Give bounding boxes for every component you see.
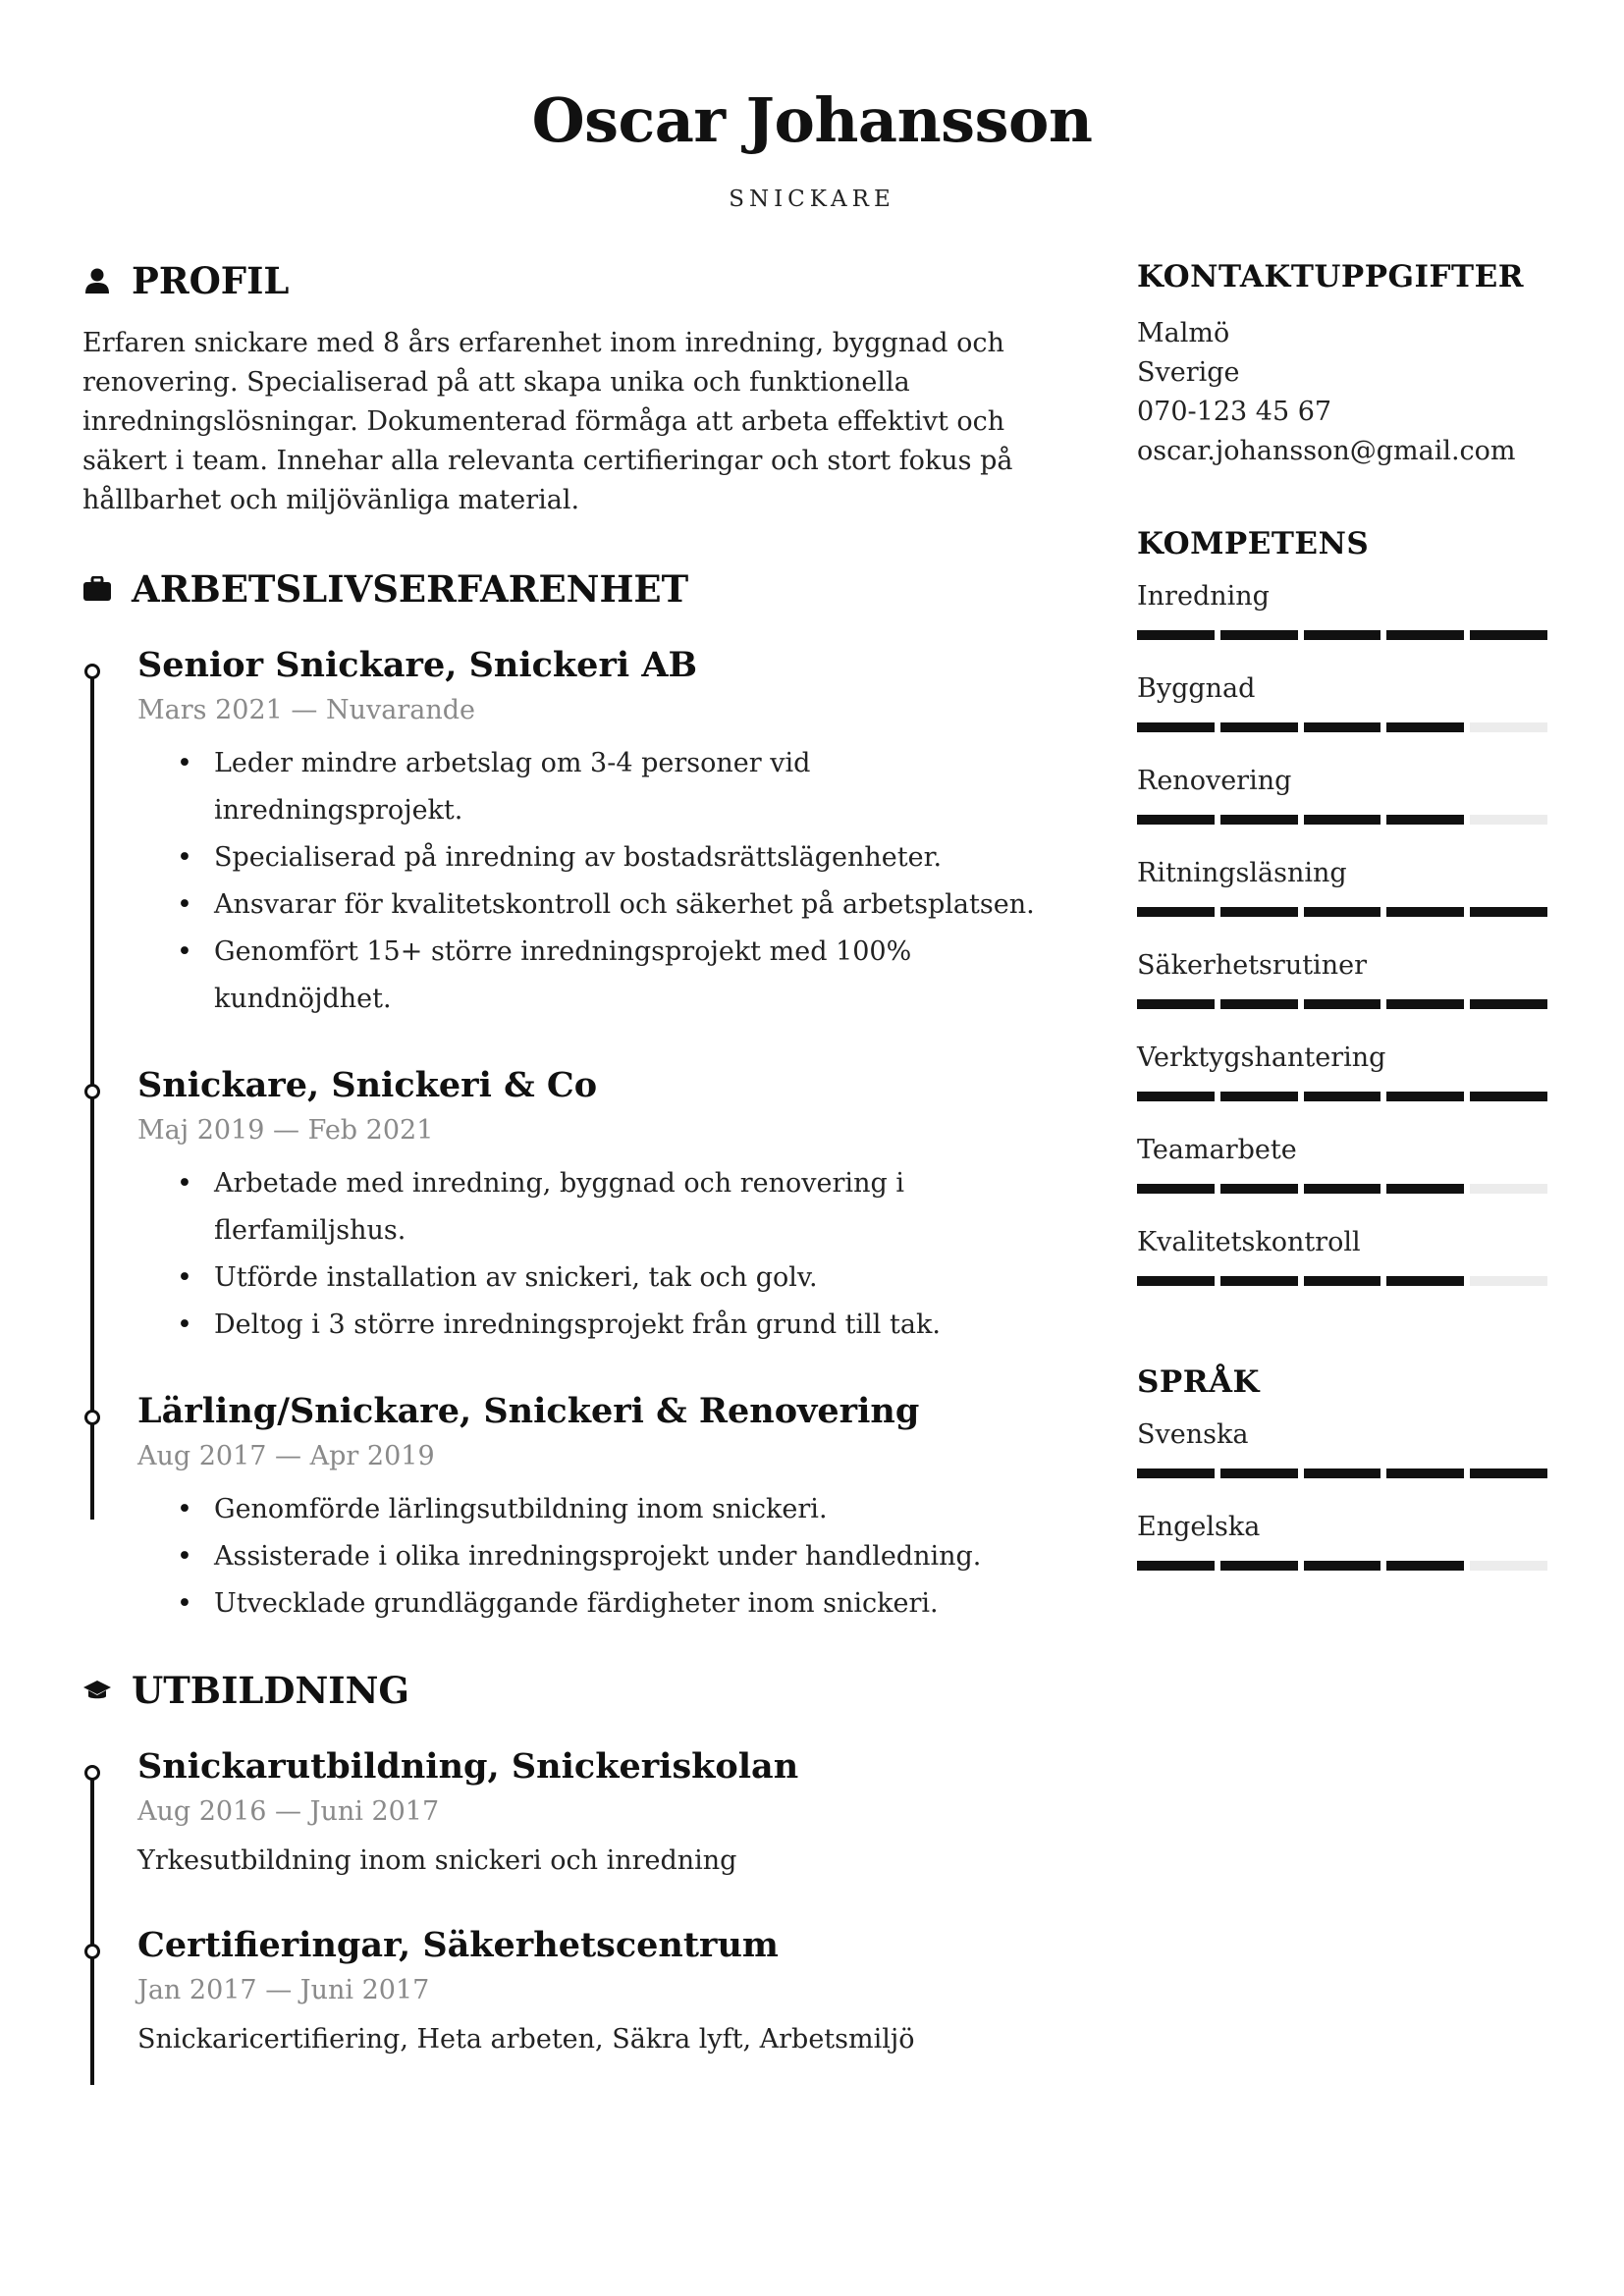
level-segment-filled — [1220, 1276, 1298, 1286]
bullet-item: • Genomförde lärlingsutbildning inom snickeri. — [137, 1486, 1064, 1533]
level-segment-filled — [1137, 999, 1215, 1009]
skill-item — [1137, 1223, 1547, 1286]
level-segment-filled — [1137, 630, 1215, 640]
language-level-bar — [1137, 1468, 1547, 1478]
education-entry — [82, 1922, 1064, 2059]
bullet-item: • Utvecklade grundläggande färdigheter inom snickeri. — [137, 1580, 1064, 1628]
level-segment-filled — [1386, 907, 1464, 917]
level-segment-filled — [1304, 1184, 1381, 1194]
education-date: Aug 2016 — Juni 2017 — [137, 1796, 440, 1827]
level-segment-filled — [1220, 999, 1298, 1009]
education-heading-text: UTBILDNING — [132, 1669, 410, 1712]
job-date: Aug 2017 — Apr 2019 — [137, 1441, 435, 1471]
skill-label: Verktygshantering — [1137, 1042, 1386, 1073]
education-desc: Snickaricertifiering, Heta arbeten, Säkra lyft, Arbetsmiljö — [137, 2024, 915, 2055]
level-segment-filled — [1220, 1092, 1298, 1101]
job-date: Maj 2019 — Feb 2021 — [137, 1115, 434, 1146]
level-segment-filled — [1137, 1468, 1215, 1478]
level-segment-filled — [1386, 1561, 1464, 1571]
skill-item — [1137, 577, 1547, 640]
level-segment-filled — [1470, 999, 1547, 1009]
skill-item — [1137, 854, 1547, 917]
job-date: Mars 2021 — Nuvarande — [137, 695, 475, 725]
briefcase-icon — [82, 574, 112, 604]
language-item — [1137, 1508, 1547, 1571]
level-segment-filled — [1220, 1468, 1298, 1478]
level-segment-filled — [1304, 907, 1381, 917]
profile-heading-text: PROFIL — [132, 259, 290, 302]
job-title: SNICKARE — [729, 187, 895, 212]
skill-label: Teamarbete — [1137, 1135, 1297, 1165]
level-segment-filled — [1220, 907, 1298, 917]
timeline-dot — [84, 1765, 100, 1781]
skill-item — [1137, 946, 1547, 1009]
level-segment-filled — [1304, 1276, 1381, 1286]
timeline-dot — [84, 1084, 100, 1099]
bullet-item: • Deltog i 3 större inredningsprojekt från grund till tak. — [137, 1302, 1064, 1349]
level-segment-filled — [1386, 1092, 1464, 1101]
main-column — [82, 257, 1064, 2059]
level-segment-filled — [1137, 1092, 1215, 1101]
bullet-item: • Specialiserad på inredning av bostadsrättslägenheter. — [137, 834, 1064, 881]
resume-header — [0, 84, 1624, 212]
level-segment-filled — [1137, 1276, 1215, 1286]
bullet-item: • Genomfört 15+ större inredningsprojekt med 100% kundnöjdhet. — [137, 929, 1064, 1023]
language-item — [1137, 1415, 1547, 1478]
skill-label: Byggnad — [1137, 673, 1256, 704]
experience-heading — [82, 565, 1064, 613]
bullet-item: • Utförde installation av snickeri, tak och golv. — [137, 1255, 1064, 1302]
level-segment-filled — [1386, 1276, 1464, 1286]
graduation-cap-icon — [82, 1676, 112, 1705]
job-bullets — [137, 740, 1064, 1023]
job-entry — [82, 642, 1064, 1023]
skill-item — [1137, 1039, 1547, 1101]
language-level-bar — [1137, 1561, 1547, 1571]
language-label: Engelska — [1137, 1512, 1261, 1542]
skill-level-bar — [1137, 630, 1547, 640]
level-segment-filled — [1137, 907, 1215, 917]
level-segment-empty — [1470, 1561, 1547, 1571]
skill-label: Renovering — [1137, 766, 1292, 796]
level-segment-filled — [1220, 630, 1298, 640]
level-segment-filled — [1220, 1184, 1298, 1194]
level-segment-filled — [1220, 1561, 1298, 1571]
education-title: Snickarutbildning, Snickeriskolan — [137, 1746, 799, 1787]
job-title: Snickare, Snickeri & Co — [137, 1065, 598, 1105]
contact-city: Malmö — [1137, 318, 1230, 348]
skill-level-bar — [1137, 999, 1547, 1009]
timeline-dot — [84, 664, 100, 679]
level-segment-filled — [1304, 722, 1381, 732]
profile-heading — [82, 257, 1064, 304]
profile-text: Erfaren snickare med 8 års erfarenhet inom inredning, byggnad och renovering. Specialiserad på att skapa unika och funktionella inredningslösningar. Dokumenterad förmåga att arbeta effektivt och säkert i team. Innehar alla relevanta certifieringar och stort fokus på hållbarhet och miljövänliga material. — [82, 328, 1013, 515]
level-segment-filled — [1304, 630, 1381, 640]
side-column — [1137, 257, 1547, 1571]
bullet-item: • Arbetade med inredning, byggnad och renovering i flerfamiljshus. — [137, 1160, 1064, 1255]
bullet-item: • Leder mindre arbetslag om 3-4 personer vid inredningsprojekt. — [137, 740, 1064, 834]
level-segment-empty — [1470, 1276, 1547, 1286]
skill-label: Ritningsläsning — [1137, 858, 1347, 888]
skill-item — [1137, 762, 1547, 825]
skill-label: Inredning — [1137, 581, 1270, 612]
job-title: Lärling/Snickare, Snickeri & Renovering — [137, 1391, 920, 1431]
level-segment-filled — [1137, 1184, 1215, 1194]
job-bullets — [137, 1160, 1064, 1349]
job-bullets — [137, 1486, 1064, 1628]
education-desc: Yrkesutbildning inom snickeri och inredning — [137, 1845, 737, 1876]
education-entry — [82, 1743, 1064, 1881]
skill-level-bar — [1137, 722, 1547, 732]
level-segment-filled — [1386, 630, 1464, 640]
bullet-item: • Assisterade i olika inredningsprojekt under handledning. — [137, 1533, 1064, 1580]
skill-level-bar — [1137, 1276, 1547, 1286]
level-segment-filled — [1386, 722, 1464, 732]
languages-list — [1137, 1415, 1547, 1571]
skill-level-bar — [1137, 815, 1547, 825]
skill-item — [1137, 1131, 1547, 1194]
skills-section — [1137, 524, 1547, 1286]
level-segment-filled — [1304, 999, 1381, 1009]
education-section — [82, 1667, 1064, 2059]
profile-section — [82, 257, 1064, 520]
job-entry — [82, 1062, 1064, 1349]
level-segment-filled — [1386, 999, 1464, 1009]
contact-country: Sverige — [1137, 357, 1240, 388]
level-segment-filled — [1137, 815, 1215, 825]
level-segment-filled — [1470, 1092, 1547, 1101]
level-segment-empty — [1470, 815, 1547, 825]
level-segment-filled — [1137, 722, 1215, 732]
language-label: Svenska — [1137, 1419, 1249, 1450]
level-segment-filled — [1220, 815, 1298, 825]
level-segment-filled — [1220, 722, 1298, 732]
level-segment-filled — [1386, 1468, 1464, 1478]
skill-label: Kvalitetskontroll — [1137, 1227, 1361, 1257]
contact-section — [1137, 257, 1547, 471]
education-heading — [82, 1667, 1064, 1714]
education-title: Certifieringar, Säkerhetscentrum — [137, 1925, 779, 1965]
skill-level-bar — [1137, 907, 1547, 917]
experience-section — [82, 565, 1064, 1628]
level-segment-filled — [1137, 1561, 1215, 1571]
skills-heading: KOMPETENS — [1137, 526, 1370, 561]
contact-email: oscar.johansson@gmail.com — [1137, 436, 1516, 466]
skills-list — [1137, 577, 1547, 1286]
level-segment-filled — [1470, 1468, 1547, 1478]
timeline-dot — [84, 1944, 100, 1959]
languages-section — [1137, 1362, 1547, 1571]
level-segment-filled — [1304, 1468, 1381, 1478]
level-segment-empty — [1470, 722, 1547, 732]
education-date: Jan 2017 — Juni 2017 — [137, 1975, 430, 2005]
level-segment-filled — [1386, 1184, 1464, 1194]
languages-heading: SPRÅK — [1137, 1364, 1260, 1400]
level-segment-filled — [1304, 1092, 1381, 1101]
education-timeline — [82, 1743, 1064, 2059]
skill-label: Säkerhetsrutiner — [1137, 950, 1367, 981]
level-segment-empty — [1470, 1184, 1547, 1194]
bullet-item: • Ansvarar för kvalitetskontroll och säkerhet på arbetsplatsen. — [137, 881, 1064, 929]
skill-level-bar — [1137, 1092, 1547, 1101]
experience-heading-text: ARBETSLIVSERFARENHET — [132, 567, 689, 611]
skill-item — [1137, 669, 1547, 732]
level-segment-filled — [1470, 907, 1547, 917]
level-segment-filled — [1386, 815, 1464, 825]
level-segment-filled — [1304, 1561, 1381, 1571]
person-icon — [82, 266, 112, 295]
timeline-dot — [84, 1410, 100, 1425]
person-name: Oscar Johansson — [531, 84, 1093, 156]
level-segment-filled — [1470, 630, 1547, 640]
experience-timeline — [82, 642, 1064, 1628]
skill-level-bar — [1137, 1184, 1547, 1194]
contact-phone: 070-123 45 67 — [1137, 397, 1332, 427]
contact-heading: KONTAKTUPPGIFTER — [1137, 259, 1524, 294]
job-entry — [82, 1388, 1064, 1628]
level-segment-filled — [1304, 815, 1381, 825]
job-title: Senior Snickare, Snickeri AB — [137, 645, 698, 685]
